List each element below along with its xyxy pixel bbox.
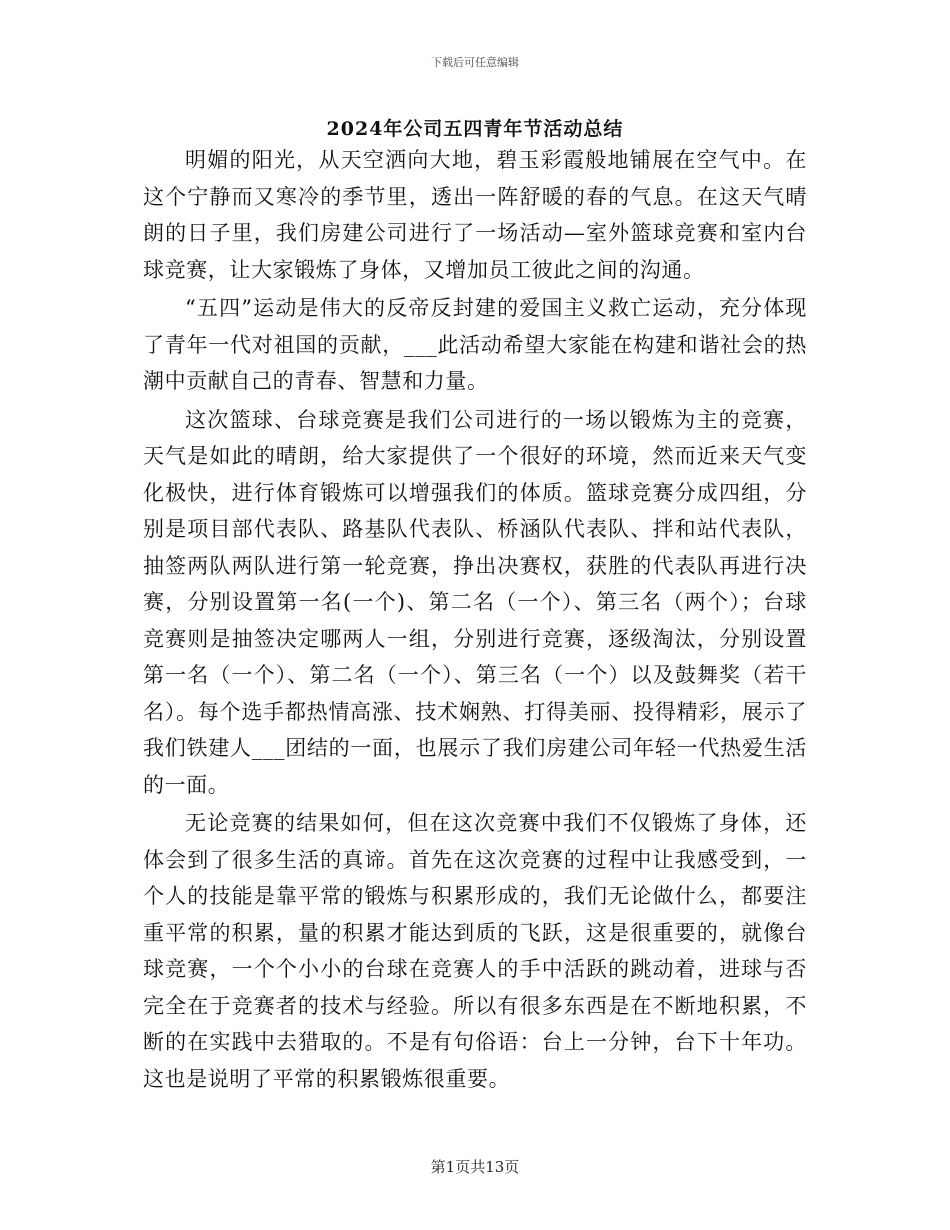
paragraph-4: 无论竞赛的结果如何，但在这次竞赛中我们不仅锻炼了身体，还体会到了很多生活的真谛。首先在这次竞赛的过程中让我感受到，一个人的技能是靠平常的锻炼与积累形成的，我们无论做什么，都要注重平常的积累，量的积累才能达到质的飞跃，这是很重要的，就像台球竞赛，一个个小小的台球在竞赛人的手中活跃的跳动着，进球与否完全在于竞赛者的技术与经验。所以有很多东西是在不断地积累，不断的在实践中去猎取的。不是有句俗语：台上一分钟，台下十年功。这也是说明了平常的积累锻炼很重要。 — [143, 811, 807, 1091]
page-title: 2024年公司五四青年节活动总结 — [326, 118, 624, 140]
paragraph-2: “五四”运动是伟大的反帝反封建的爱国主义救亡运动，充分体现了青年一代对祖国的贡献，___此活动希望大家能在构建和谐社会的热潮中贡献自己的青春、智慧和力量。 — [143, 296, 807, 393]
paragraph-3: 这次篮球、台球竞赛是我们公司进行的一场以锻炼为主的竞赛，天气是如此的晴朗，给大家提供了一个很好的环境，然而近来天气变化极快，进行体育锻炼可以增强我们的体质。篮球竞赛分成四组，分别是项目部代表队、路基队代表队、桥涵队代表队、拌和站代表队，抽签两队两队进行第一轮竞赛，挣出决赛权，获胜的代表队再进行决赛，分别设置第一名(一个)、第二名（一个）、第三名（两个）；台球竞赛则是抽签决定哪两人一组，分别进行竞赛，逐级淘汰，分别设置第一名（一个）、第二名（一个）、第三名（一个）以及鼓舞奖（若干名）。每个选手都热情高涨、技术娴熟、打得美丽、投得精彩，展示了我们铁建人___团结的一面，也展示了我们房建公司年轻一代热爱生活的一面。 — [143, 407, 807, 797]
document-body — [143, 142, 807, 1099]
paragraph-1: 明媚的阳光，从天空洒向大地，碧玉彩霞般地铺展在空气中。在这个宁静而又寒冷的季节里，透出一阵舒暖的春的气息。在这天气晴朗的日子里，我们房建公司进行了一场活动—室外篮球竞赛和室内台球竞赛，让大家锻炼了身体，又增加员工彼此之间的沟通。 — [143, 148, 807, 282]
header-note: 下载后可任意编辑 — [431, 56, 519, 69]
page-number: 第1页共13页 — [430, 1158, 520, 1176]
